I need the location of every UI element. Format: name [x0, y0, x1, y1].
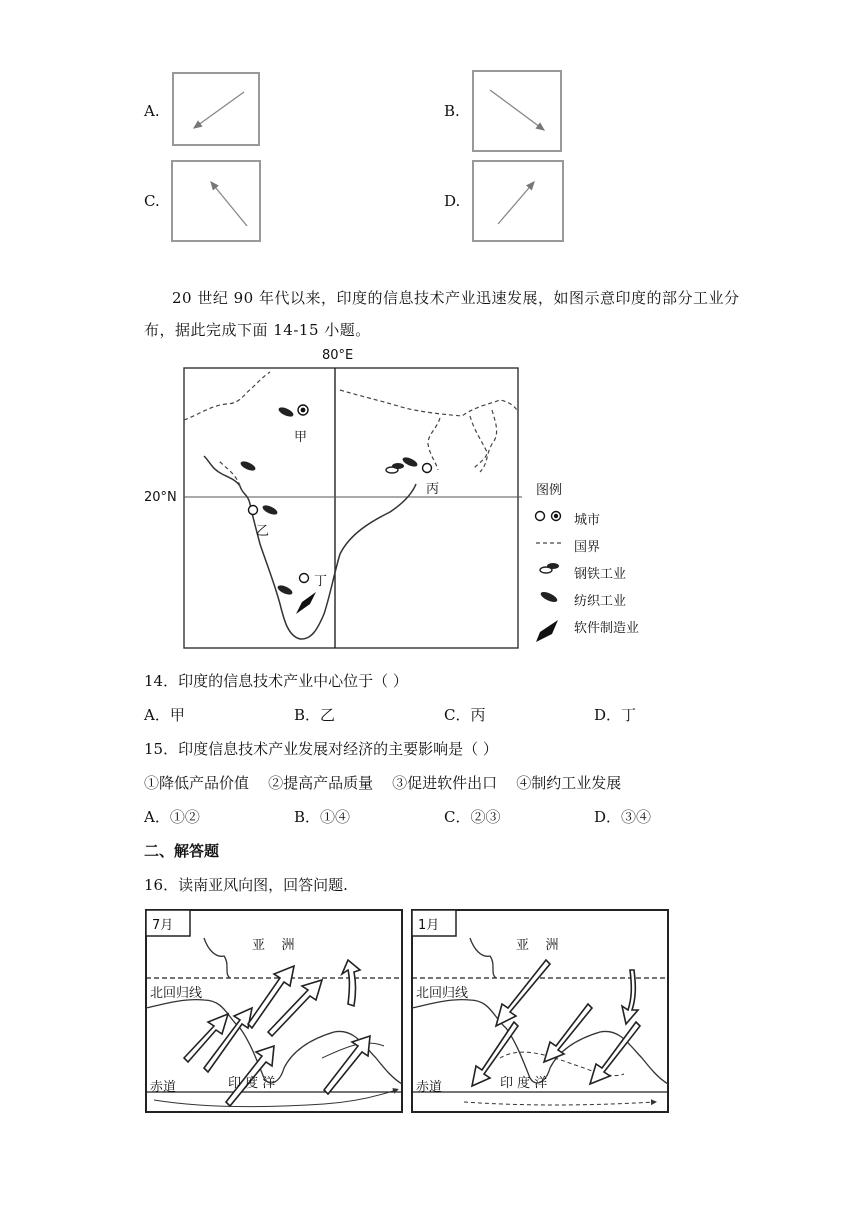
option-d-label: D. — [444, 192, 461, 210]
lon-label: 80°E — [322, 348, 354, 363]
option-c-label: C. — [144, 192, 160, 210]
january-ocean-label: 印 度 洋 — [500, 1076, 548, 1091]
city-jia-label: 甲 — [294, 430, 308, 445]
city-yi-label: 乙 — [256, 524, 270, 539]
q14-option-c: C．丙 — [444, 706, 486, 724]
option-b-label: B. — [444, 102, 460, 120]
q14-stem: 14．印度的信息技术产业中心位于（ ） — [144, 672, 408, 690]
option-d-arrow-box — [472, 160, 564, 242]
legend-border: 国界 — [574, 540, 601, 555]
q14-option-b: B．乙 — [294, 706, 336, 724]
legend-title: 图例 — [536, 483, 563, 498]
q15-statements: ①降低产品价值 ②提高产品质量 ③促进软件出口 ④制约工业发展 — [144, 774, 622, 792]
july-asia-label: 亚 洲 — [252, 938, 295, 953]
january-equator-label: 赤道 — [416, 1080, 443, 1095]
january-tropic-label: 北回归线 — [416, 986, 469, 1001]
south-asia-wind-maps — [144, 908, 672, 1116]
january-month-label: 1月 — [418, 918, 440, 933]
legend-software: 软件制造业 — [574, 621, 640, 636]
lat-label: 20°N — [144, 490, 177, 505]
option-b-arrow-box — [472, 70, 562, 152]
arrow-lower-right-icon — [474, 72, 560, 150]
arrow-upper-right-icon — [474, 162, 562, 240]
legend-symbols — [536, 512, 565, 643]
intro-line-1: 20 世纪 90 年代以来，印度的信息技术产业迅速发展，如图示意印度的部分工业分 — [172, 289, 740, 307]
section-title: 二、解答题 — [144, 842, 220, 860]
legend-city: 城市 — [574, 513, 601, 528]
july-month-label: 7月 — [152, 918, 174, 933]
q15-option-c: C．②③ — [444, 808, 501, 826]
july-ocean-label: 印 度 洋 — [228, 1076, 276, 1091]
arrow-lower-left-icon — [174, 74, 258, 144]
option-a-label: A. — [144, 102, 160, 120]
july-equator-label: 赤道 — [150, 1080, 177, 1095]
city-bing-label: 丙 — [426, 482, 440, 497]
q15-option-a: A．①② — [144, 808, 200, 826]
intro-line-2: 布，据此完成下面 14-15 小题。 — [144, 321, 371, 339]
legend-steel: 钢铁工业 — [574, 567, 627, 582]
q15-option-b: B．①④ — [294, 808, 351, 826]
january-asia-label: 亚 洲 — [516, 938, 559, 953]
option-c-arrow-box — [171, 160, 261, 242]
city-ding-label: 丁 — [314, 574, 328, 589]
legend-textile: 纺织工业 — [574, 594, 627, 609]
q15-stem: 15．印度信息技术产业发展对经济的主要影响是（ ） — [144, 740, 498, 758]
q16-stem: 16．读南亚风向图，回答问题. — [144, 876, 348, 894]
q14-option-a: A．甲 — [144, 706, 185, 724]
arrow-upper-left-icon — [173, 162, 259, 240]
india-industry-map — [140, 344, 660, 656]
q14-option-d: D．丁 — [594, 706, 637, 724]
q15-option-d: D．③④ — [594, 808, 652, 826]
option-a-arrow-box — [172, 72, 260, 146]
july-tropic-label: 北回归线 — [150, 986, 203, 1001]
map-frame — [184, 368, 518, 648]
